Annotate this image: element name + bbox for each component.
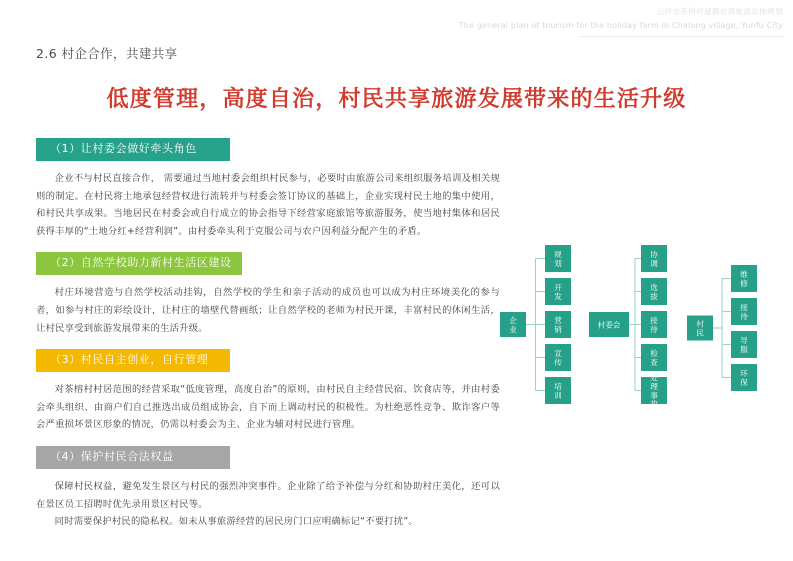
- svg-text:发: 发: [554, 291, 562, 301]
- svg-text:销: 销: [554, 324, 562, 334]
- org-child-node[interactable]: [545, 377, 571, 404]
- block-heading-3: （3）村民自主创业，自行管理: [36, 349, 230, 372]
- svg-text:保: 保: [740, 377, 748, 387]
- svg-text:修: 修: [740, 278, 748, 288]
- block-body-3: [36, 381, 500, 434]
- block-body-1: [36, 170, 500, 240]
- org-diagram: [495, 243, 787, 408]
- svg-text:导: 导: [740, 336, 748, 346]
- svg-text:训: 训: [554, 390, 562, 400]
- org-root-node[interactable]: [500, 312, 526, 337]
- header-title-en: The general plan of tourism for the holiday farm in Chalong village, Yunfu City: [458, 21, 783, 30]
- paragraph: 保障村民权益，避免发生景区与村民的强烈冲突事件。企业除了给予补偿与分红和协助村庄美化，还可以在景区员工招聘时优先录用景区村民等。: [36, 480, 500, 510]
- svg-text:村: 村: [696, 319, 704, 329]
- org-diagram-svg: [495, 243, 787, 408]
- org-child-node[interactable]: [641, 373, 667, 408]
- svg-text:培: 培: [554, 382, 562, 392]
- block-heading-4: （4）保护村民合法权益: [36, 446, 230, 469]
- svg-text:理: 理: [650, 382, 658, 392]
- svg-text:处: 处: [650, 373, 658, 383]
- org-child-node[interactable]: [641, 278, 667, 305]
- paragraph: 村庄环境营造与自然学校活动挂钩，自然学校的学生和亲子活动的成员也可以成为村庄环境美化的参与者，如参与村庄的彩绘设计，让村庄的墙壁代替画纸；让自然学校的老师为村民开课，丰富村民的休闲生活，让村民享受到旅游发展带来的生活升级。: [36, 287, 500, 334]
- section-number: 2.6 村企合作，共建共享: [36, 46, 178, 61]
- content-block: [36, 251, 500, 337]
- org-child-node[interactable]: [641, 245, 667, 272]
- org-column-1: [500, 245, 571, 404]
- page-header: [423, 6, 783, 37]
- org-child-node[interactable]: [731, 298, 757, 325]
- svg-text:查: 查: [650, 357, 658, 367]
- block-heading-1: （1）让村委会做好牵头角色: [36, 138, 230, 161]
- svg-text:调: 调: [650, 258, 658, 268]
- svg-text:宣: 宣: [554, 349, 562, 359]
- svg-text:业: 业: [509, 324, 517, 334]
- org-root-node[interactable]: [687, 316, 713, 341]
- paragraph: 对茶榕村村居范围的经营采取“低度管理，高度自治”的原则，由村民自主经营民宿、饮食店等，并由村委会牵头组织、由商户们自己推选出成员组成协会，自下而上调动村民的积极性。为杜绝恶性竞争、欺诈客户等会严重损坏景区形象的情况，仍需以村委会为主、企业为辅对村民进行管理。: [36, 384, 500, 431]
- svg-text:服: 服: [740, 344, 748, 354]
- org-child-node[interactable]: [545, 245, 571, 272]
- svg-text:环: 环: [740, 369, 748, 379]
- paragraph: 企业不与村民直接合作， 需要通过当地村委会组织村民参与，必要时由旅游公司来组织服务培训及相关规则的制定。在村民将土地承包经营权进行流转并与村委会签订协议的基础上，企业实现村民土地的集中使用，和村民共享成果。当地居民在村委会或自行成立的协会指导下经营家庭旅馆等旅游服务，使当地村集体和居民获得丰厚的“土地分红+经营利润”。由村委牵头利于克服公司与农户因利益分配产生的矛盾。: [36, 173, 500, 237]
- org-column-3: [687, 265, 757, 391]
- svg-text:营: 营: [554, 316, 562, 326]
- svg-text:接: 接: [740, 303, 748, 313]
- svg-text:接: 接: [650, 316, 658, 326]
- block-heading-2: （2）自然学校助力新村生活区建设: [36, 252, 242, 275]
- svg-text:民: 民: [696, 328, 704, 338]
- content-block: [36, 445, 500, 531]
- org-root-node[interactable]: [589, 312, 629, 337]
- block-body-2: [36, 284, 500, 337]
- svg-text:故: 故: [650, 399, 658, 408]
- header-title-cn: 云浮市茶榕村度假农场旅游总体规划: [656, 7, 783, 16]
- block-body-4: [36, 478, 500, 531]
- org-child-node[interactable]: [545, 311, 571, 338]
- org-child-node[interactable]: [641, 344, 667, 371]
- svg-text:企: 企: [509, 316, 517, 326]
- content-block: [36, 348, 500, 434]
- svg-text:待: 待: [650, 324, 658, 334]
- header-divider: [578, 36, 783, 37]
- paragraph: 同时需要保护村民的隐私权。如未从事旅游经营的居民房门口应明确标记“不要打扰”。: [54, 516, 418, 528]
- svg-text:划: 划: [554, 258, 562, 268]
- org-child-node[interactable]: [641, 311, 667, 338]
- org-child-node[interactable]: [731, 331, 757, 358]
- svg-text:协: 协: [650, 250, 658, 260]
- svg-text:传: 传: [554, 357, 562, 367]
- svg-text:维: 维: [740, 270, 748, 280]
- org-child-node[interactable]: [545, 344, 571, 371]
- org-child-node[interactable]: [731, 364, 757, 391]
- svg-text:检: 检: [650, 349, 658, 359]
- svg-text:开: 开: [554, 283, 562, 293]
- page-title: 低度管理，高度自治，村民共享旅游发展带来的生活升级: [106, 87, 687, 112]
- content-column: [36, 137, 500, 542]
- svg-text:选: 选: [650, 283, 658, 293]
- org-child-node[interactable]: [545, 278, 571, 305]
- svg-text:事: 事: [650, 390, 658, 400]
- svg-text:拔: 拔: [650, 291, 658, 301]
- org-child-node[interactable]: [731, 265, 757, 292]
- svg-text:规: 规: [554, 250, 562, 260]
- org-column-2: [589, 245, 667, 408]
- svg-text:村委会: 村委会: [597, 320, 621, 330]
- content-block: [36, 137, 500, 240]
- svg-text:待: 待: [740, 311, 748, 321]
